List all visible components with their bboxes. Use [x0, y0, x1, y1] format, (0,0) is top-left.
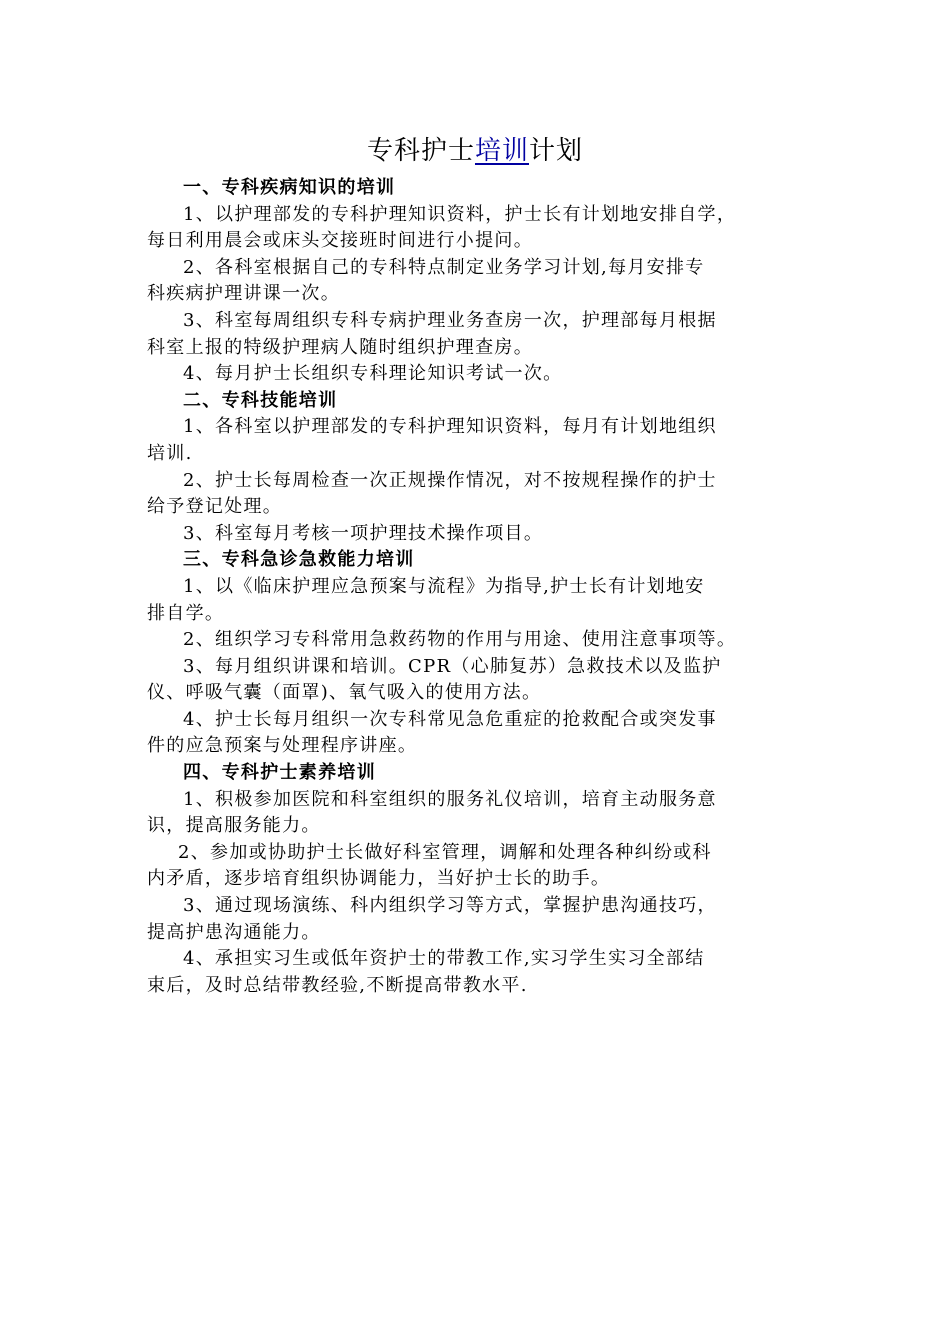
title-text-end: 计划 [529, 136, 584, 166]
title-training-link[interactable]: 培训 [474, 136, 529, 166]
item-continuation-line: 排自学。 [147, 602, 225, 624]
item-first-line: 4、护士长每月组织一次专科常见急危重症的抢救配合或突发事 [183, 708, 717, 730]
item-continuation-line: 识，提高服务能力。 [147, 815, 321, 837]
item-first-line: 3、科室每月考核一项护理技术操作项目。 [183, 522, 544, 544]
list-item [147, 946, 807, 999]
document-title [0, 133, 950, 169]
item-first-line: 4、每月护士长组织专科理论知识考试一次。 [183, 363, 563, 385]
item-continuation-line: 提高护患沟通能力。 [147, 921, 321, 943]
item-continuation-line: 束后，及时总结带教经验,不断提高带教水平. [147, 974, 528, 996]
item-first-line: 1、积极参加医院和科室组织的服务礼仪培训，培育主动服务意 [183, 788, 717, 810]
item-first-line: 3、科室每周组织专科专病护理业务查房一次，护理部每月根据 [183, 309, 717, 331]
list-item [147, 308, 807, 361]
title-text-start: 专科护士 [366, 136, 475, 166]
list-item [147, 255, 807, 308]
item-continuation-line: 内矛盾，逐步培育组织协调能力，当好护士长的助手。 [147, 868, 611, 890]
list-item [147, 414, 807, 467]
list-item [147, 574, 807, 627]
item-continuation-line: 科疾病护理讲课一次。 [147, 283, 340, 305]
item-continuation-line: 件的应急预案与处理程序讲座。 [147, 735, 418, 757]
item-continuation-line: 给予登记处理。 [147, 496, 283, 518]
list-item [147, 521, 807, 548]
item-first-line: 2、组织学习专科常用急救药物的作用与用途、使用注意事项等。 [183, 629, 737, 651]
item-first-line: 3、每月组织讲课和培训。CPR（心肺复苏）急救技术以及监护 [183, 655, 722, 677]
item-first-line: 4、承担实习生或低年资护士的带教工作,实习学生实习全部结 [183, 948, 705, 970]
list-item [147, 202, 807, 255]
item-first-line: 3、通过现场演练、科内组织学习等方式，掌握护患沟通技巧， [183, 895, 717, 917]
document-body [147, 175, 807, 999]
list-item [147, 361, 807, 388]
item-first-line: 2、参加或协助护士长做好科室管理，调解和处理各种纠纷或科 [178, 841, 712, 863]
item-first-line: 2、各科室根据自己的专科特点制定业务学习计划,每月安排专 [183, 256, 705, 278]
item-first-line: 1、以护理部发的专科护理知识资料，护士长有计划地安排自学， [183, 203, 737, 225]
list-item [147, 707, 807, 760]
item-continuation-line: 仪、呼吸气囊（面罩)、氧气吸入的使用方法。 [147, 682, 542, 704]
item-continuation-line: 科室上报的特级护理病人随时组织护理查房。 [147, 336, 533, 358]
list-item [147, 787, 807, 840]
item-continuation-line: 培训. [147, 442, 193, 464]
item-continuation-line: 每日利用晨会或床头交接班时间进行小提问。 [147, 230, 533, 252]
item-first-line: 2、护士长每周检查一次正规操作情况，对不按规程操作的护士 [183, 469, 717, 491]
section-heading: 三、专科急诊急救能力培训 [183, 549, 415, 571]
section-heading: 一、专科疾病知识的培训 [183, 177, 396, 198]
list-item [147, 840, 807, 893]
list-item [147, 627, 807, 654]
section-heading: 四、专科护士素养培训 [183, 762, 376, 784]
list-item [147, 654, 807, 707]
list-item [147, 893, 807, 946]
section-heading: 二、专科技能培训 [183, 389, 338, 411]
item-first-line: 1、以《临床护理应急预案与流程》为指导,护士长有计划地安 [183, 575, 705, 597]
list-item [147, 468, 807, 521]
item-first-line: 1、各科室以护理部发的专科护理知识资料，每月有计划地组织 [183, 416, 717, 438]
